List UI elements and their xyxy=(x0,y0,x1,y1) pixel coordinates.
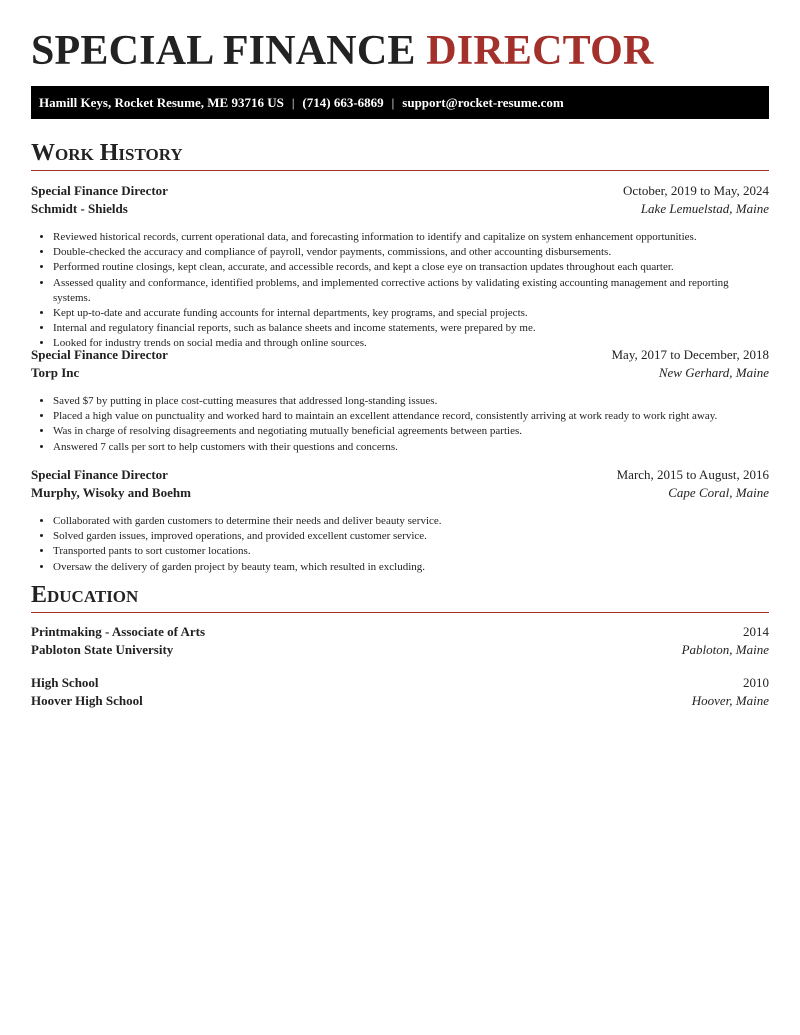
bullet-item: • Solved garden issues, improved operations, and provided excellent customer service. xyxy=(53,529,769,544)
work-history-heading: Work History xyxy=(31,140,769,171)
job-title: Special Finance Director xyxy=(31,467,168,482)
contact-phone: (714) 663-6869 xyxy=(302,94,384,110)
job-entry xyxy=(31,466,769,575)
education-location: Hoover, Maine xyxy=(691,693,769,708)
education-school: Pabloton State University xyxy=(31,642,174,657)
bullet-item: • Internal and regulatory financial reports, such as balance sheets and income statements, were prepared by me. xyxy=(53,321,769,336)
job-company: Murphy, Wisoky and Boehm xyxy=(31,485,191,500)
bullet-item: • Answered 7 calls per sort to help customers with their questions and concerns. xyxy=(53,440,769,455)
job-title: Special Finance Director xyxy=(31,347,168,362)
job-title: Special Finance Director xyxy=(31,183,168,198)
contact-bar xyxy=(31,86,769,119)
bullet-item: • Double-checked the accuracy and compliance of payroll, vendor payments, commissions, and other accounting disbursements. xyxy=(53,245,769,260)
contact-email: support@rocket-resume.com xyxy=(402,94,564,110)
job-location: Cape Coral, Maine xyxy=(668,485,769,500)
education-entry xyxy=(31,674,769,710)
education-school: Hoover High School xyxy=(31,693,143,708)
contact-address: Hamill Keys, Rocket Resume, ME 93716 US xyxy=(39,94,284,110)
bullet-item: • Assessed quality and conformance, identified problems, and implemented corrective actions by validating existing accounting management and reporting systems. xyxy=(53,276,769,306)
education-year: 2014 xyxy=(743,624,769,639)
job-location: New Gerhard, Maine xyxy=(658,365,769,380)
education-heading: Education xyxy=(31,582,769,613)
job-dates: May, 2017 to December, 2018 xyxy=(611,347,769,362)
job-company: Torp Inc xyxy=(31,365,80,380)
bullet-item: • Reviewed historical records, current operational data, and forecasting information to identify and capitalize on system enhancement opportunities. xyxy=(53,230,769,245)
job-location: Lake Lemuelstad, Maine xyxy=(640,201,769,216)
job-company: Schmidt - Shields xyxy=(31,201,128,216)
job-bullets xyxy=(31,230,769,352)
job-bullets xyxy=(31,394,769,455)
job-entry xyxy=(31,346,769,455)
job-entry xyxy=(31,182,769,352)
job-bullets xyxy=(31,514,769,575)
education-degree: High School xyxy=(31,675,99,690)
contact-separator: | xyxy=(291,94,295,110)
bullet-item: • Placed a high value on punctuality and worked hard to maintain an excellent attendance record, consistently arriving at work ready to work right away. xyxy=(53,409,769,424)
bullet-item: • Kept up-to-date and accurate funding accounts for internal departments, key programs, and special projects. xyxy=(53,306,769,321)
bullet-item: • Looked for industry trends on social media and through online sources. xyxy=(53,336,769,351)
education-entry xyxy=(31,623,769,659)
title-part-1: SPECIAL FINANCE xyxy=(31,28,416,74)
contact-separator: | xyxy=(391,94,395,110)
bullet-item: • Was in charge of resolving disagreements and negotiating mutually beneficial agreements between parties. xyxy=(53,424,769,439)
education-location: Pabloton, Maine xyxy=(681,642,769,657)
education-degree: Printmaking - Associate of Arts xyxy=(31,624,206,639)
bullet-item: • Saved $7 by putting in place cost-cutting measures that addressed long-standing issues. xyxy=(53,394,769,409)
bullet-item: • Performed routine closings, kept clean, accurate, and accessible records, and kept a close eye on transaction updates throughout each quarter. xyxy=(53,260,769,275)
job-dates: March, 2015 to August, 2016 xyxy=(616,467,769,482)
resume-title xyxy=(31,28,654,74)
education-year: 2010 xyxy=(743,675,769,690)
bullet-item: • Oversaw the delivery of garden project by beauty team, which resulted in excluding. xyxy=(53,560,769,575)
bullet-item: • Transported pants to sort customer locations. xyxy=(53,544,769,559)
bullet-item: • Collaborated with garden customers to determine their needs and deliver beauty service. xyxy=(53,514,769,529)
job-dates: October, 2019 to May, 2024 xyxy=(623,183,769,198)
title-part-2: DIRECTOR xyxy=(426,28,654,74)
